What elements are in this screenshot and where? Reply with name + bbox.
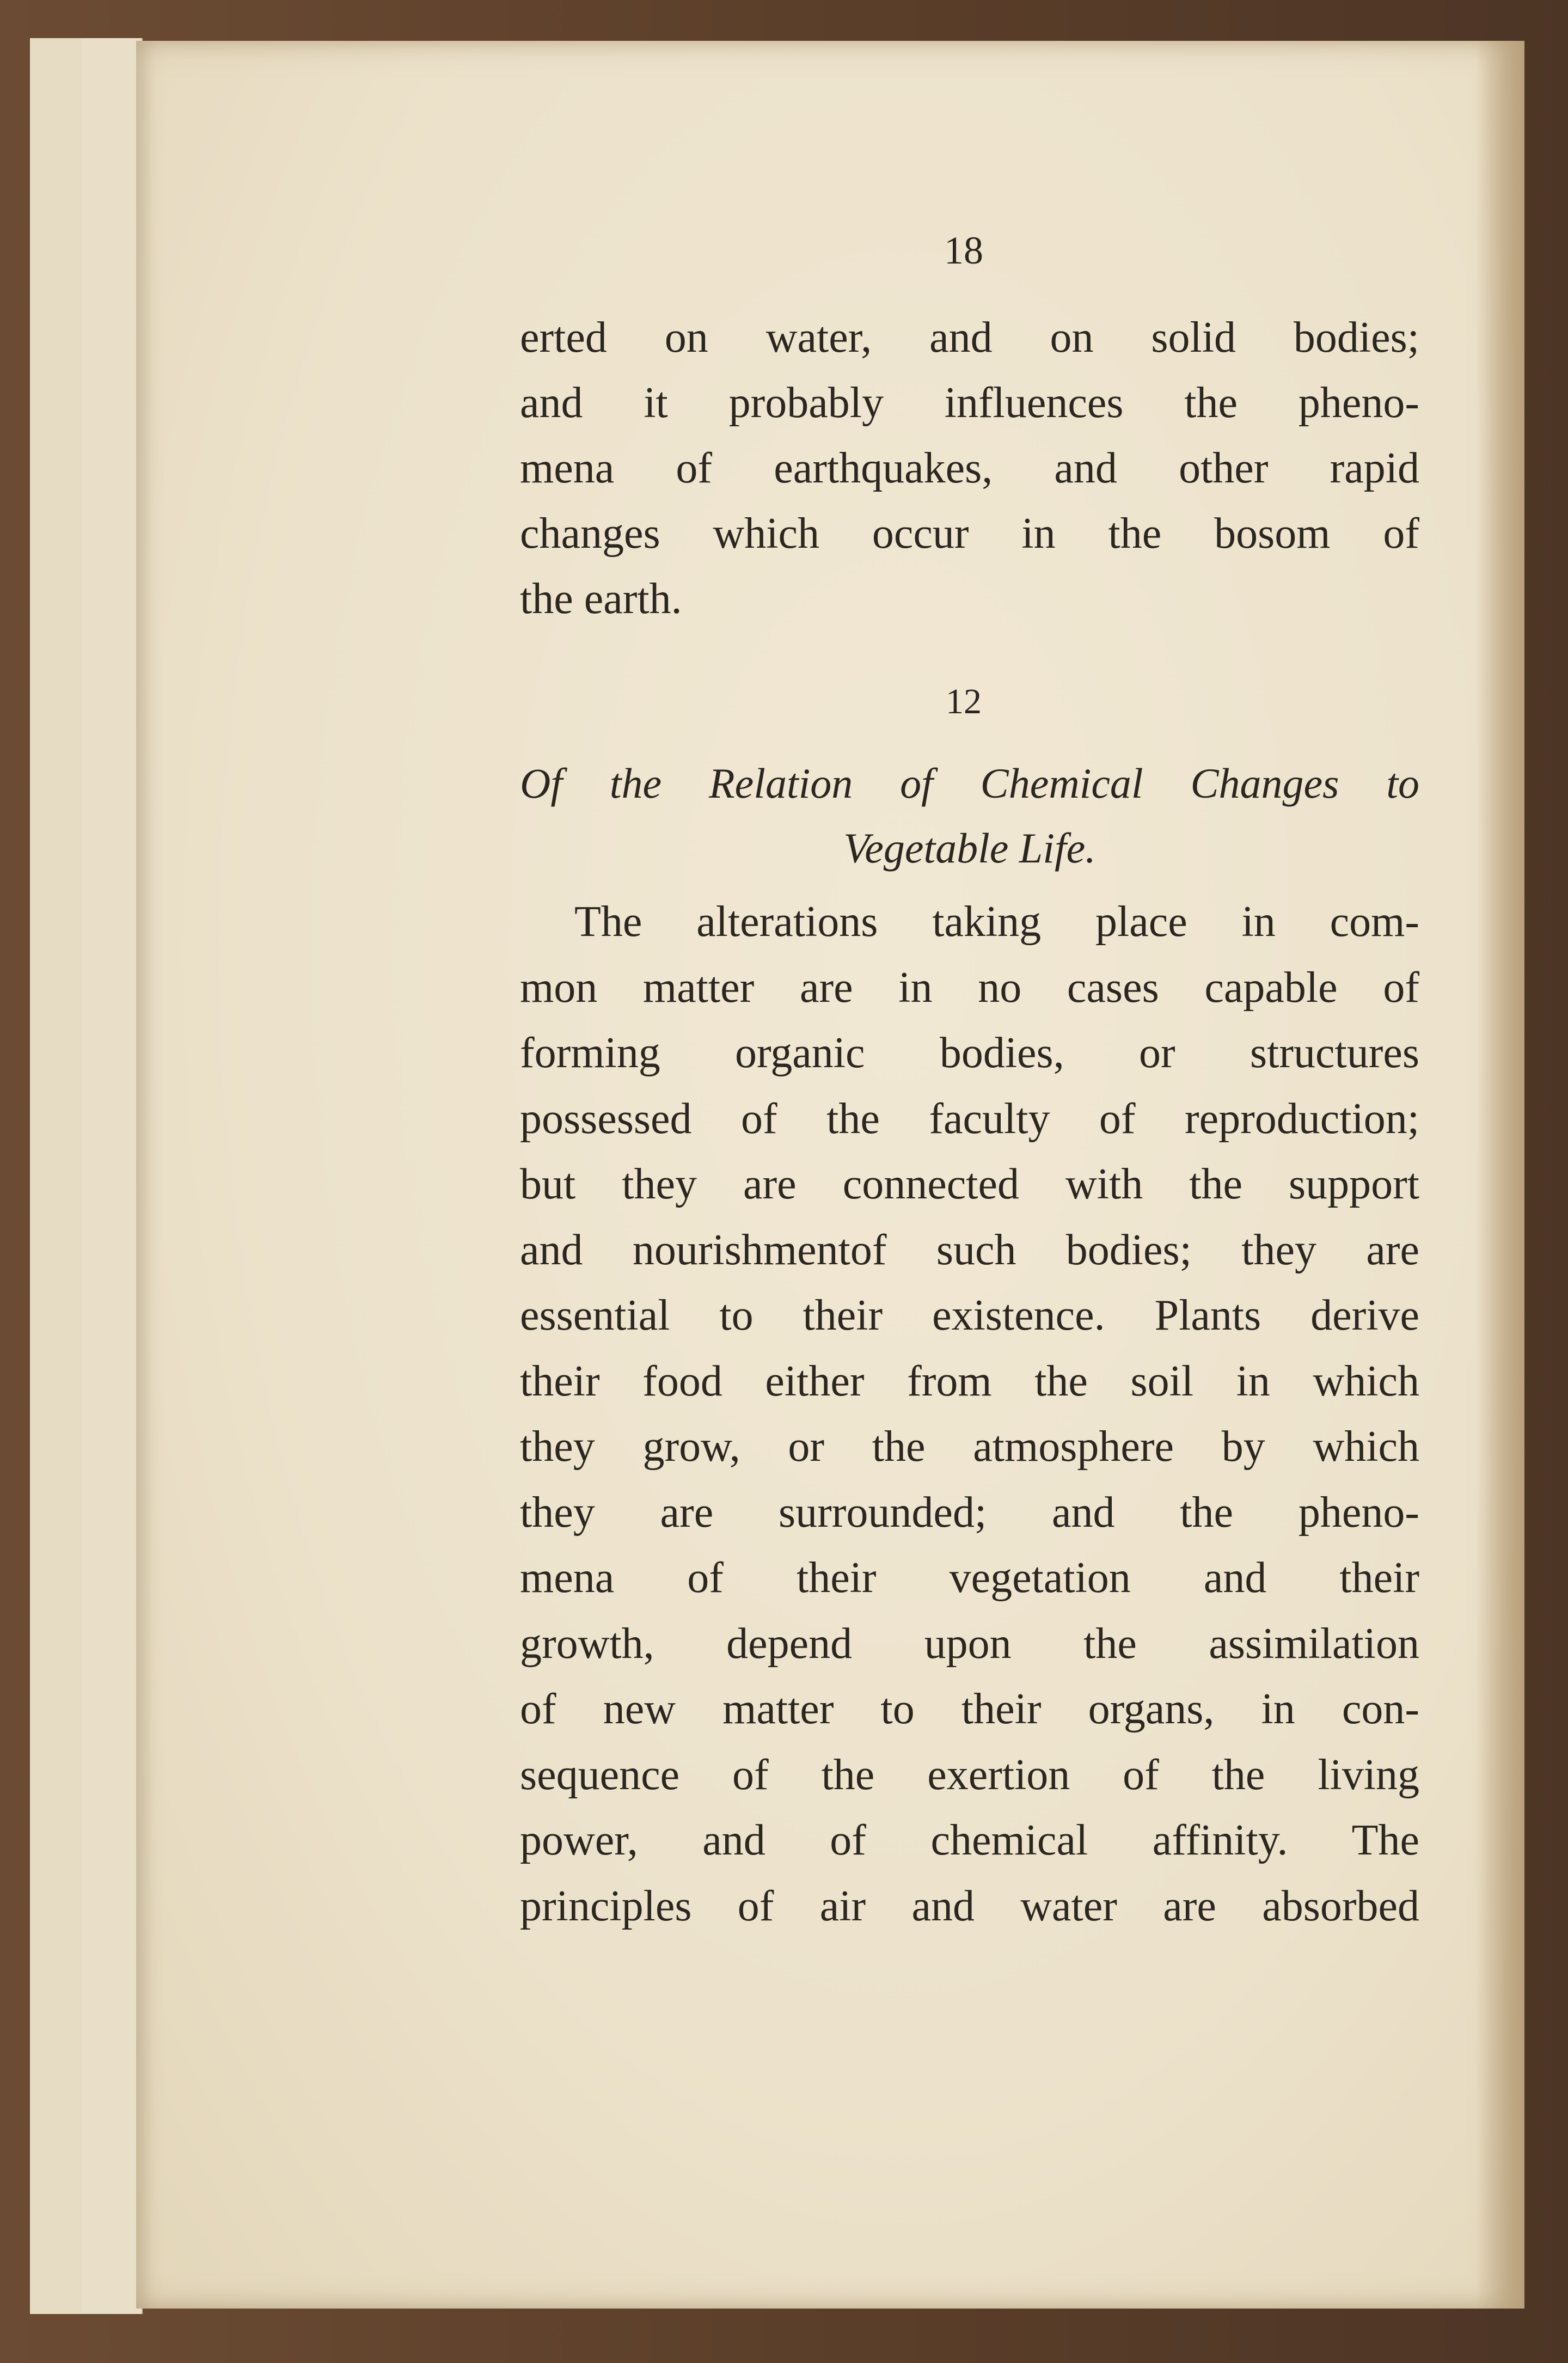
page-number: 18 — [944, 229, 983, 272]
text-line: changes which occur in the bosom of — [520, 510, 1419, 558]
text-line: and nourishmentof such bodies; they are — [520, 1226, 1419, 1274]
text-line: forming organic bodies, or structures — [520, 1029, 1419, 1077]
page-gutter-shadow — [1475, 41, 1524, 2309]
text-line: their food either from the soil in which — [520, 1357, 1419, 1405]
text-line: growth, depend upon the assimilation — [520, 1619, 1419, 1668]
section-title-continued: Vegetable Life. — [843, 824, 1096, 872]
text-line: they grow, or the atmosphere by which — [520, 1423, 1419, 1471]
text-line: but they are connected with the support — [520, 1160, 1419, 1208]
text-line: they are surrounded; and the pheno- — [520, 1488, 1419, 1536]
text-line: power, and of chemical affinity. The — [520, 1816, 1419, 1864]
text-line: the earth. — [520, 575, 682, 623]
section-title: Of the Relation of Chemical Changes to — [520, 760, 1419, 807]
text-line: of new matter to their organs, in con- — [520, 1685, 1419, 1733]
text-line: mena of their vegetation and their — [520, 1554, 1419, 1602]
text-line: and it probably influences the pheno- — [520, 379, 1419, 427]
section-number: 12 — [946, 682, 982, 721]
text-line: mena of earthquakes, and other rapid — [520, 444, 1419, 492]
text-line: possessed of the faculty of reproduction; — [520, 1094, 1419, 1143]
text-line: sequence of the exertion of the living — [520, 1750, 1419, 1799]
text-line: The alterations taking place in com- — [574, 898, 1419, 946]
text-line: principles of air and water are absorbed — [520, 1882, 1419, 1930]
page-edges-inner — [82, 38, 143, 2314]
text-line: erted on water, and on solid bodies; — [520, 314, 1419, 362]
text-line: essential to their existence. Plants derive — [520, 1291, 1419, 1339]
text-line: mon matter are in no cases capable of — [520, 963, 1419, 1012]
